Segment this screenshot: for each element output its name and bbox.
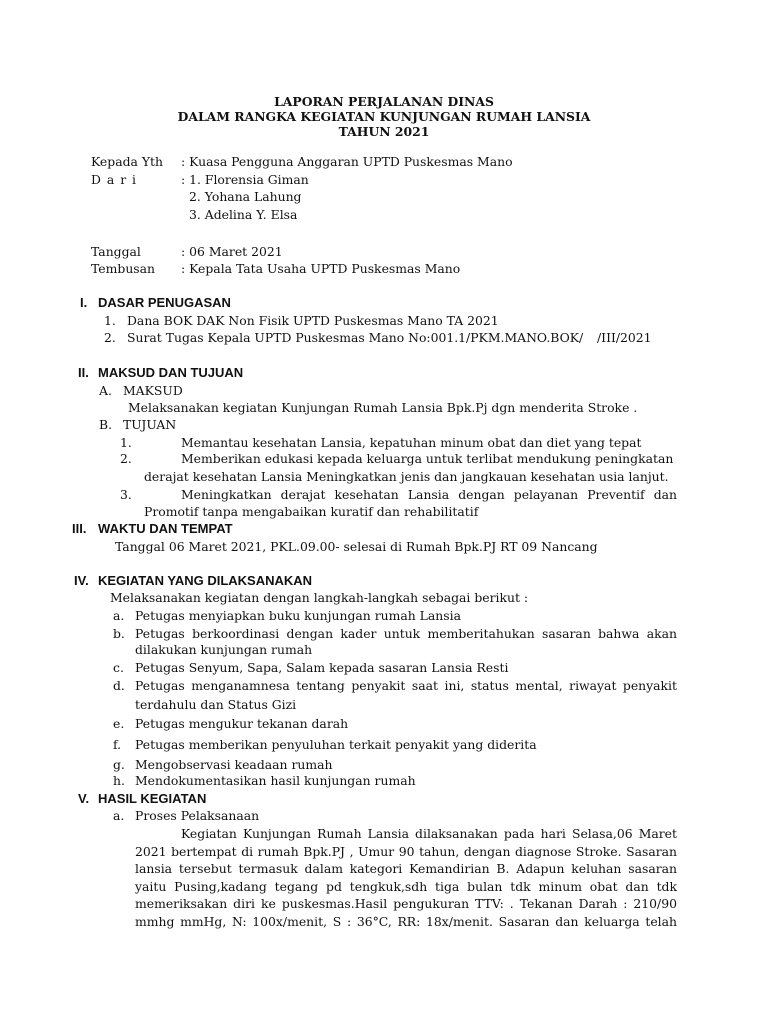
kegiatan-d-number: d. — [113, 678, 125, 693]
kegiatan-h-number: h. — [113, 773, 125, 788]
proses-number: a. — [113, 808, 125, 823]
dari-label: D a r i — [91, 172, 138, 187]
maksud-number: A. — [99, 383, 112, 398]
kegiatan-f-number: f. — [113, 737, 122, 752]
tanggal-label: Tanggal — [91, 244, 141, 259]
tujuan2-text-b: derajat kesehatan Lansia Meningkatkan jenis dan jangkauan kesehatan usia lanjut. — [144, 469, 669, 484]
section1-item2-suffix: /III/2021 — [597, 330, 652, 345]
tujuan2-text-a: Memberikan edukasi kepada keluarga untuk terlibat mendukung peningkatan — [181, 451, 674, 466]
kegiatan-c-number: c. — [113, 660, 124, 675]
report-year: TAHUN 2021 — [338, 124, 430, 139]
section3-text: Tanggal 06 Maret 2021, PKL.09.00- selesai di Rumah Bpk.PJ RT 09 Nancang — [115, 539, 598, 554]
section1-item1-text: Dana BOK DAK Non Fisik UPTD Puskesmas Mano TA 2021 — [127, 313, 499, 328]
tujuan3-text-a: Meningkatkan derajat kesehatan Lansia dengan pelayanan Preventif dan — [181, 487, 677, 502]
tujuan-title: TUJUAN — [123, 417, 177, 432]
section5-number: V. — [78, 791, 90, 806]
report-subtitle: DALAM RANGKA KEGIATAN KUNJUNGAN RUMAH LANSIA — [177, 109, 591, 124]
hasil-paragraph-line: Kegiatan Kunjungan Rumah Lansia dilaksanakan pada hari Selasa,06 Maret — [181, 826, 677, 841]
kegiatan-a-text: Petugas menyiapkan buku kunjungan rumah Lansia — [135, 608, 461, 623]
dari-value-1: : 1. Florensia Giman — [181, 172, 309, 187]
section1-item2-number: 2. — [104, 330, 116, 345]
tujuan1-text: Memantau kesehatan Lansia, kepatuhan minum obat dan diet yang tepat — [181, 435, 642, 450]
dari-value-3: 3. Adelina Y. Elsa — [189, 207, 298, 222]
hasil-paragraph-line: 2021 bertempat di rumah Bpk.PJ , Umur 90 tahun, dengan diagnose Stroke. Sasaran — [135, 844, 677, 859]
kegiatan-e-number: e. — [113, 716, 125, 731]
dari-value-2: 2. Yohana Lahung — [189, 189, 302, 204]
kepada-value: : Kuasa Pengguna Anggaran UPTD Puskesmas Mano — [181, 154, 513, 169]
section4-number: IV. — [74, 573, 89, 588]
kegiatan-f-text: Petugas memberikan penyuluhan terkait penyakit yang diderita — [135, 737, 537, 752]
section3-title: WAKTU DAN TEMPAT — [98, 521, 233, 536]
section1-item1-number: 1. — [104, 313, 116, 328]
tanggal-value: : 06 Maret 2021 — [181, 244, 283, 259]
tujuan3-number: 3. — [120, 487, 132, 502]
tujuan2-number: 2. — [120, 451, 132, 466]
kegiatan-g-text: Mengobservasi keadaan rumah — [135, 757, 333, 772]
hasil-paragraph-line: yaitu Pusing,kadang tegang pd tengkuk,sdh tiga bulan tdk minum obat dan tdk — [135, 879, 677, 894]
tujuan-number: B. — [99, 417, 113, 432]
section2-number: II. — [78, 365, 89, 380]
kegiatan-h-text: Mendokumentasikan hasil kunjungan rumah — [135, 773, 416, 788]
tujuan1-number: 1. — [120, 435, 132, 450]
kegiatan-b-number: b. — [113, 626, 125, 641]
report-title: LAPORAN PERJALANAN DINAS — [274, 94, 494, 109]
tujuan3-text-b: Promotif tanpa mengabaikan kuratif dan rehabilitatif — [144, 504, 479, 519]
kepada-label: Kepada Yth — [91, 154, 163, 169]
section1-title: DASAR PENUGASAN — [98, 295, 231, 310]
hasil-paragraph-line: memeriksakan diri ke puskesmas.Hasil pengukuran TTV: . Tekanan Darah : 210/90 — [135, 896, 677, 911]
tembusan-label: Tembusan — [91, 261, 156, 276]
kegiatan-b-text-2: dilakukan kunjungan rumah — [135, 642, 313, 657]
kegiatan-d-text-2: terdahulu dan Status Gizi — [135, 697, 297, 712]
section5-title: HASIL KEGIATAN — [98, 791, 207, 806]
section3-number: III. — [72, 521, 87, 536]
maksud-text: Melaksanakan kegiatan Kunjungan Rumah Lansia Bpk.Pj dgn menderita Stroke . — [128, 400, 638, 415]
proses-title: Proses Pelaksanaan — [135, 808, 260, 823]
kegiatan-g-number: g. — [113, 757, 125, 772]
kegiatan-b-text-1: Petugas berkoordinasi dengan kader untuk memberitahukan sasaran bahwa akan — [135, 626, 677, 641]
hasil-paragraph-line: mmhg mmHg, N: 100x/menit, S : 36°C, RR: 18x/menit. Sasaran dan keluarga telah — [135, 914, 677, 929]
kegiatan-a-number: a. — [113, 608, 125, 623]
section2-title: MAKSUD DAN TUJUAN — [98, 365, 244, 380]
section4-intro: Melaksanakan kegiatan dengan langkah-langkah sebagai berikut : — [110, 590, 529, 605]
kegiatan-c-text: Petugas Senyum, Sapa, Salam kepada sasaran Lansia Resti — [135, 660, 509, 675]
kegiatan-e-text: Petugas mengukur tekanan darah — [135, 716, 349, 731]
section1-item2-text: Surat Tugas Kepala UPTD Puskesmas Mano No:001.1/PKM.MANO.BOK/ — [127, 330, 584, 345]
section1-number: I. — [80, 295, 88, 310]
section4-title: KEGIATAN YANG DILAKSANAKAN — [98, 573, 313, 588]
kegiatan-d-text-1: Petugas menganamnesa tentang penyakit saat ini, status mental, riwayat penyakit — [135, 678, 677, 693]
hasil-paragraph-line: lansia tersebut termasuk dalam kategori Kemandirian B. Adapun keluhan sasaran — [135, 861, 677, 876]
tembusan-value: : Kepala Tata Usaha UPTD Puskesmas Mano — [181, 261, 461, 276]
maksud-title: MAKSUD — [123, 383, 183, 398]
